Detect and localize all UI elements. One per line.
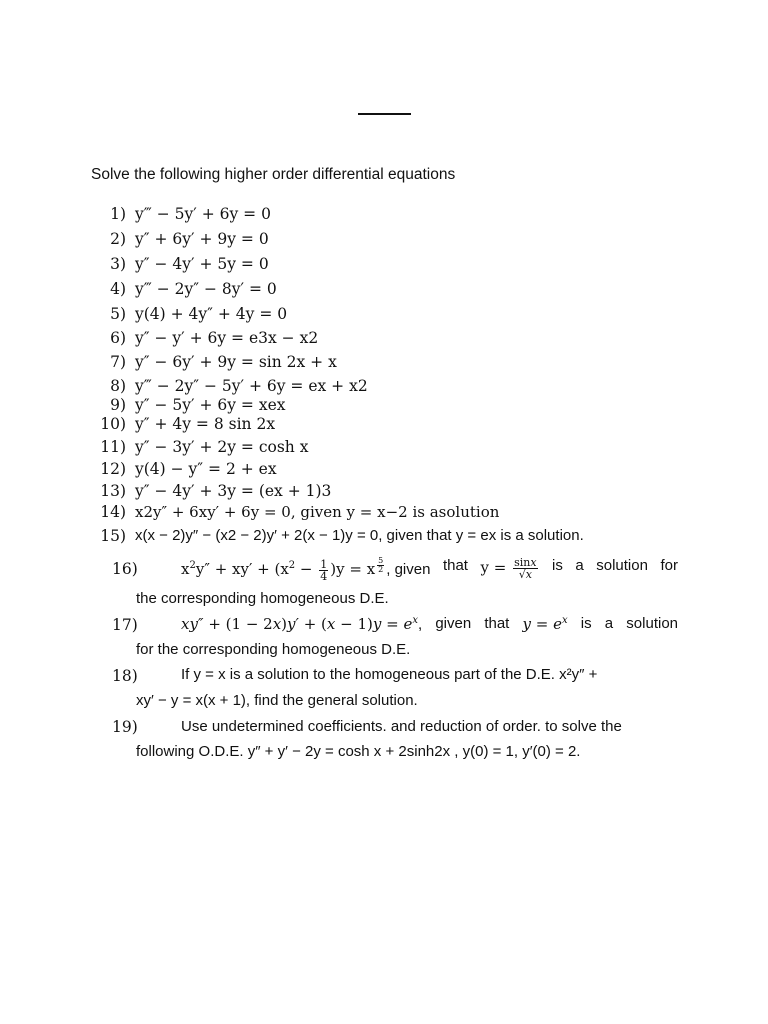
equation-number: 4) — [110, 280, 126, 298]
problem-16-equation: $x^2y'' + xy' + (x^2$ − $\frac{1}{4}$ )y = x $^{\frac{5}{2}}$ , given — [181, 556, 431, 583]
equation-number: 12) — [100, 460, 126, 478]
equation-number: 6) — [110, 329, 126, 347]
problem-16-line2: the corresponding homogeneous D.E. — [136, 590, 389, 607]
equation-text: y‴ − 2y″ − 5y′ + 6y = ex + x2 — [135, 377, 368, 395]
word: a — [604, 615, 614, 632]
equation-number: 13) — [100, 482, 126, 500]
word: solution — [596, 557, 648, 574]
problem-19-line1: Use undetermined coefficients. and reduction of order. to solve the — [181, 718, 622, 735]
word: that — [442, 557, 468, 574]
equation-text: y″ − 3y′ + 2y = cosh x — [135, 438, 309, 456]
equation-number: 1) — [110, 205, 126, 223]
equation-text: y(4) − y″ = 2 + ex — [135, 460, 277, 478]
header-rule — [358, 113, 411, 115]
equation-text: y″ − 4y′ + 3y = (ex + 1)3 — [135, 482, 332, 500]
problem-17-line1 — [181, 615, 678, 633]
problem-number: 17) — [112, 616, 138, 634]
problem-number: 19) — [112, 718, 138, 736]
word: solution — [626, 615, 678, 632]
equation-text: y″ − 4y′ + 5y = 0 — [135, 255, 269, 273]
solution-expr: y = $\frac{\sin x}{√x}$ — [480, 556, 537, 581]
equation-number: 2) — [110, 230, 126, 248]
equation-number: 10) — [100, 415, 126, 433]
problem-17-line2: for the corresponding homogeneous D.E. — [136, 641, 411, 658]
word: a — [575, 557, 584, 574]
equation-number: 14) — [100, 503, 126, 521]
equation-number: 15) — [100, 527, 126, 545]
problem-18-line1: If y = x is a solution to the homogeneous part of the D.E. x²y″ + — [181, 666, 598, 683]
page-heading: Solve the following higher order differential equations — [91, 166, 456, 183]
problem-18-line2: xy′ − y = x(x + 1), find the general solution. — [136, 692, 418, 709]
equation-number: 8) — [110, 377, 126, 395]
equation-text: y‴ − 2y″ − 8y′ = 0 — [135, 280, 277, 298]
word: is — [580, 615, 592, 632]
problem-16-line1 — [181, 557, 678, 582]
equation-text: y(4) + 4y″ + 4y = 0 — [135, 305, 288, 323]
word: that — [484, 615, 510, 632]
equation-text: y″ − 5y′ + 6y = xex — [135, 396, 286, 414]
solution-expr: $y = e^x$ — [522, 615, 568, 633]
problem-17-equation: $xy'' + (1 - 2x)y' + (x - 1)y = e^x$, — [181, 615, 423, 633]
equation-text: y″ + 4y = 8 sin 2x — [135, 415, 276, 433]
problem-19-line2: following O.D.E. y″ + y′ − 2y = cosh x + 2sinh2x , y(0) = 1, y′(0) = 2. — [136, 743, 581, 760]
equation-text: x(x − 2)y″ − (x2 − 2)y′ + 2(x − 1)y = 0, given that y = ex is a solution. — [135, 527, 584, 544]
word: for — [660, 557, 678, 574]
problem-number: 18) — [112, 667, 138, 685]
equation-text: x2y″ + 6xy′ + 6y = 0, given y = x−2 is asolution — [135, 503, 500, 521]
equation-number: 7) — [110, 353, 126, 371]
equation-text: y″ + 6y′ + 9y = 0 — [135, 230, 269, 248]
word: given — [435, 615, 472, 632]
word: is — [552, 557, 563, 574]
equation-text: y‴ − 5y′ + 6y = 0 — [135, 205, 271, 223]
equation-number: 5) — [110, 305, 126, 323]
equation-number: 9) — [110, 396, 126, 414]
problem-number: 16) — [112, 560, 138, 578]
equation-number: 11) — [100, 438, 126, 456]
equation-number: 3) — [110, 255, 126, 273]
equation-text: y″ − y′ + 6y = e3x − x2 — [135, 329, 319, 347]
equation-text: y″ − 6y′ + 9y = sin 2x + x — [135, 353, 337, 371]
